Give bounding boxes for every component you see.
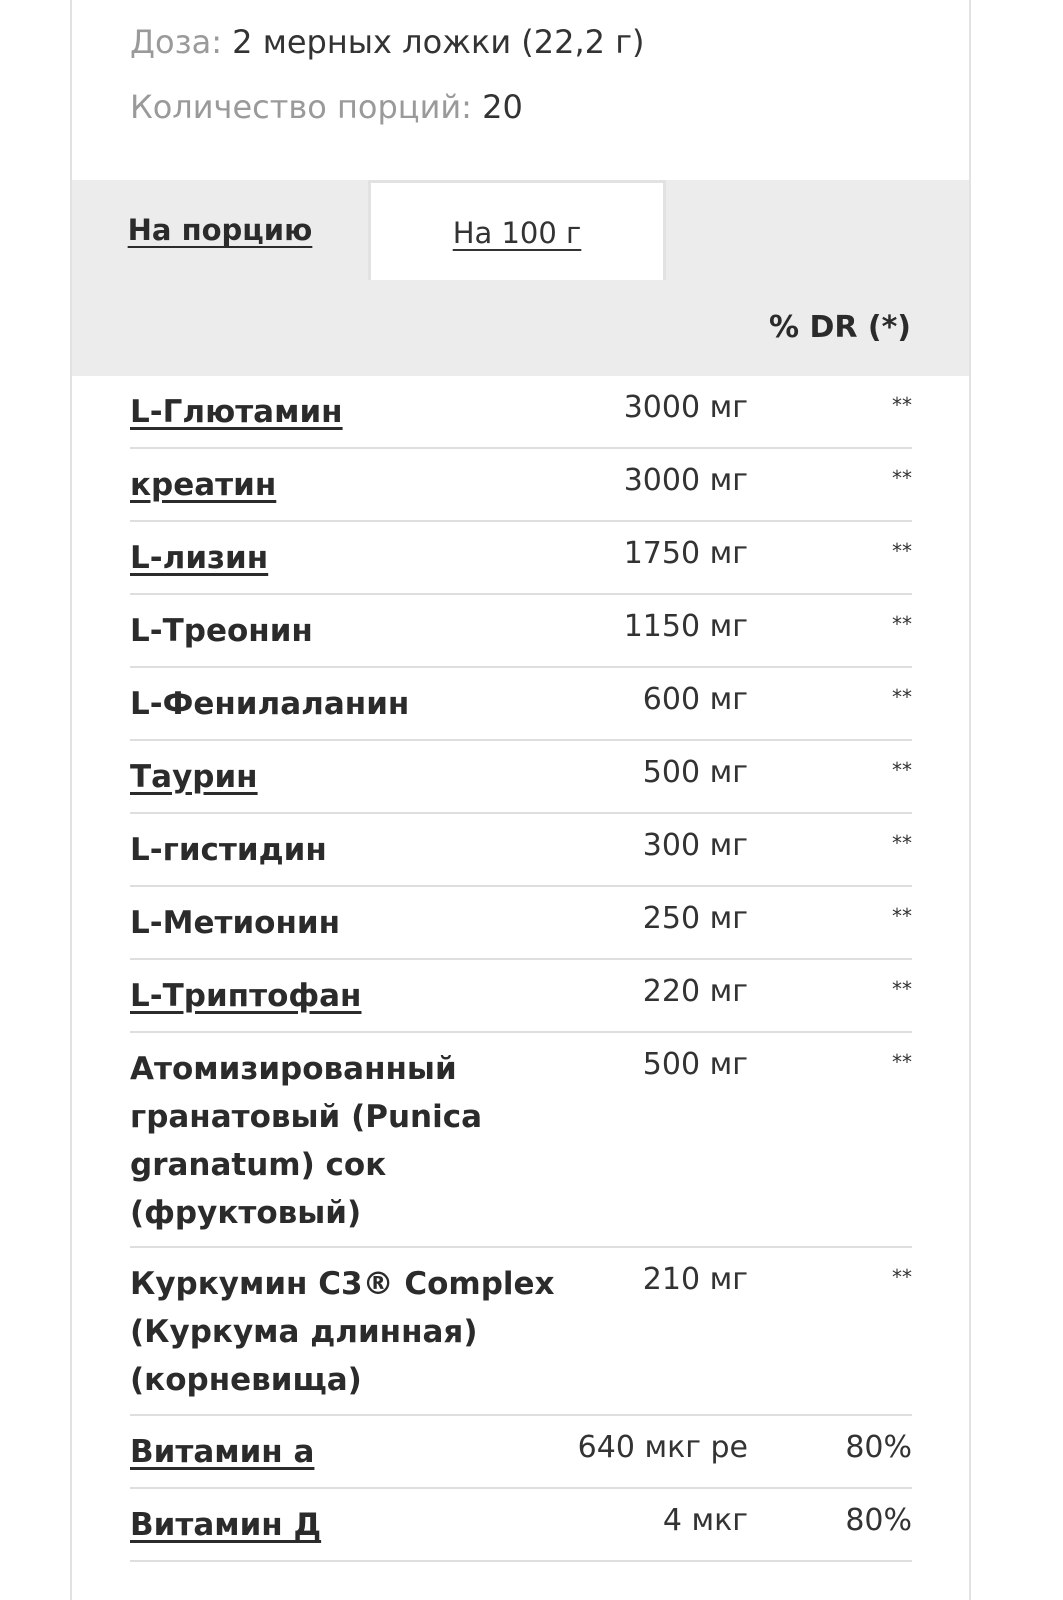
ingredient-amount: 4 мкг: [662, 1503, 748, 1538]
ingredient-dr: **: [892, 758, 912, 782]
table-row: [130, 741, 912, 814]
ingredient-name-link[interactable]: L-Глютамин: [130, 394, 343, 430]
table-header: [72, 280, 969, 376]
tab-per-100g[interactable]: На 100 г: [368, 180, 666, 280]
tab-per-serving[interactable]: На порцию: [72, 180, 368, 280]
ingredient-name-link[interactable]: L-Триптофан: [130, 978, 362, 1014]
ingredient-name: L-гистидин: [130, 832, 327, 868]
table-row: [130, 668, 912, 741]
ingredient-dr: **: [892, 466, 912, 490]
ingredient-dr: **: [892, 904, 912, 928]
table-row: [130, 1033, 912, 1248]
ingredient-amount: 220 мг: [642, 974, 748, 1009]
table-row: [130, 1489, 912, 1562]
ingredient-name: Атомизированный гранатовый (Punica granatum) сок (фруктовый): [130, 1051, 483, 1231]
ingredient-name: L-Фенилаланин: [130, 686, 410, 722]
table-row: [130, 1416, 912, 1489]
ingredient-amount: 500 мг: [642, 755, 748, 790]
servings-line: [130, 87, 523, 127]
ingredient-name-link[interactable]: Витамин Д: [130, 1507, 322, 1543]
table-row: [130, 376, 912, 449]
nutrition-panel: [70, 0, 971, 1600]
ingredient-dr: **: [892, 539, 912, 563]
table-row: [130, 814, 912, 887]
ingredient-name-link[interactable]: Таурин: [130, 759, 258, 795]
tab-bar: [72, 180, 969, 280]
table-row: [130, 1248, 912, 1416]
ingredient-dr: **: [892, 612, 912, 636]
nutrition-table: [130, 376, 912, 1562]
ingredient-dr: **: [892, 393, 912, 417]
ingredient-dr: 80%: [845, 1430, 912, 1465]
servings-value: 20: [482, 88, 523, 126]
ingredient-amount: 3000 мг: [623, 390, 748, 425]
ingredient-name: L-Метионин: [130, 905, 341, 941]
ingredient-amount: 250 мг: [642, 901, 748, 936]
table-row: [130, 960, 912, 1033]
ingredient-amount: 3000 мг: [623, 463, 748, 498]
table-row: [130, 595, 912, 668]
table-row: [130, 449, 912, 522]
table-row: [130, 522, 912, 595]
ingredient-dr: **: [892, 685, 912, 709]
ingredient-dr: **: [892, 1050, 912, 1074]
ingredient-name-link[interactable]: креатин: [130, 467, 277, 503]
ingredient-name-link[interactable]: L-лизин: [130, 540, 269, 576]
ingredient-amount: 500 мг: [642, 1047, 748, 1082]
servings-label: Количество порций:: [130, 88, 472, 126]
dr-column-header: % DR (*): [768, 310, 911, 345]
ingredient-amount: 300 мг: [642, 828, 748, 863]
ingredient-amount: 1750 мг: [623, 536, 748, 571]
table-row: [130, 887, 912, 960]
dose-label: Доза:: [130, 23, 222, 61]
ingredient-dr: **: [892, 977, 912, 1001]
ingredient-amount: 210 мг: [642, 1262, 748, 1297]
ingredient-dr: **: [892, 1265, 912, 1289]
ingredient-amount: 640 мкг ре: [577, 1430, 748, 1465]
ingredient-amount: 600 мг: [642, 682, 748, 717]
ingredient-dr: 80%: [845, 1503, 912, 1538]
dose-line: [130, 22, 644, 62]
ingredient-dr: **: [892, 831, 912, 855]
ingredient-amount: 1150 мг: [623, 609, 748, 644]
dose-value: 2 мерных ложки (22,2 г): [232, 23, 645, 61]
ingredient-name-link[interactable]: Витамин а: [130, 1434, 315, 1470]
ingredient-name: L-Треонин: [130, 613, 313, 649]
ingredient-name: Куркумин C3® Complex (Куркума длинная) (корневища): [130, 1266, 555, 1398]
